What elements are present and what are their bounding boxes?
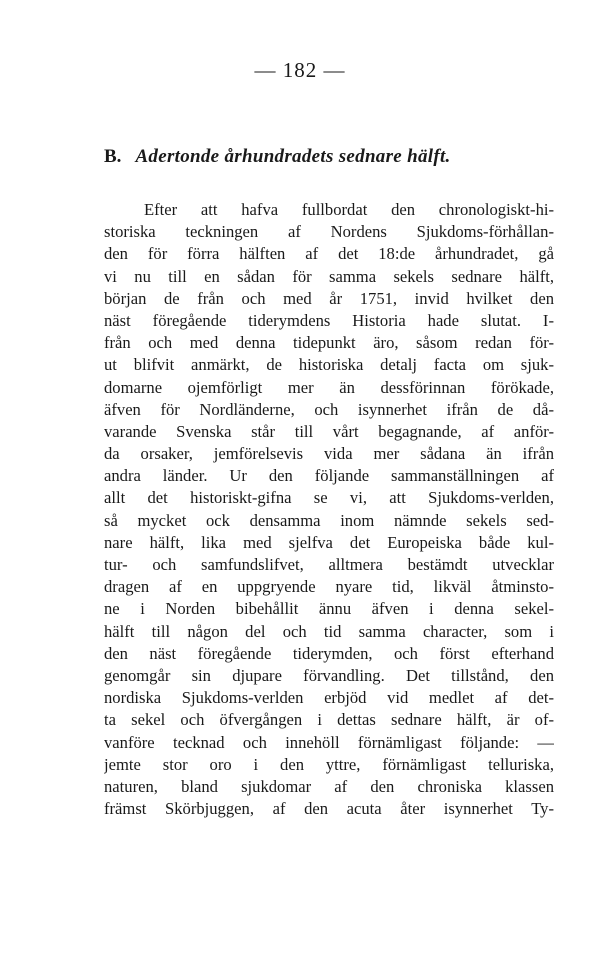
text-line: ne i Norden bibehållit ännu äfven i denna sekel- [104, 599, 554, 619]
text-line: andra länder. Ur den följande sammanställningen af [104, 466, 554, 486]
body-paragraph [104, 199, 554, 820]
text-line: vanföre tecknad och innehöll förnämligast följande: — [104, 732, 554, 752]
section-title: Adertonde århundradets sednare hälft. [135, 146, 451, 167]
text-line: från och med denna tidepunkt äro, såsom redan för- [104, 333, 554, 353]
section-heading [104, 146, 564, 168]
text-line: nordiska Sjukdoms-verlden erbjöd vid medlet af det- [104, 688, 554, 708]
text-line: äfven för Nordländerne, och isynnerhet ifrån de då- [104, 399, 554, 419]
text-line: den näst föregående tiderymden, och först efterhand [104, 643, 554, 663]
text-line: dragen af en uppgryende nyare tid, likväl åtminsto- [104, 577, 554, 597]
text-line: jemte stor oro i den yttre, förnämligast telluriska, [104, 754, 554, 774]
text-line: vi nu till en sådan för samma sekels sednare hälft, [104, 266, 554, 286]
text-line: ta sekel och öfvergången i dettas sednare hälft, är of- [104, 710, 554, 730]
text-line: näst föregående tiderymdens Historia hade slutat. I- [104, 310, 554, 330]
section-label: B. [104, 146, 122, 167]
text-line: tur- och samfundslifvet, alltmera bestämdt utvecklar [104, 555, 554, 574]
text-line: varande Svenska står till vårt begagnande, af anför- [104, 421, 554, 441]
text-line: naturen, bland sjukdomar af den chroniska klassen [104, 776, 554, 796]
text-line: främst Skörbjuggen, af den acuta åter isynnerhet Ty- [104, 799, 554, 819]
text-line: hälft till någon del och tid samma character, som i [104, 621, 554, 641]
text-line: så mycket ock densamma inom nämnde sekels sed- [104, 510, 554, 530]
text-line: den för förra hälften af det 18:de århundradet, gå [104, 244, 554, 264]
text-line: genomgår sin djupare förvandling. Det tillstånd, den [104, 665, 554, 685]
text-line: da orsaker, jemförelsevis vida mer sådana än ifrån [104, 444, 554, 464]
text-line: domarne ojemförligt mer än dessförinnan förökade, [104, 377, 554, 397]
page-number: — 182 — [254, 58, 346, 82]
text-line: Efter att hafva fullbordat den chronologiskt-hi- [144, 200, 554, 219]
text-line: storiska teckningen af Nordens Sjukdoms-förhållan- [104, 222, 554, 242]
text-line: nare hälft, lika med sjelfva det Europeiska både kul- [104, 532, 554, 552]
text-line: allt det historiskt-gifna se vi, att Sjukdoms-verlden, [104, 488, 554, 508]
text-line: början de från och med år 1751, invid hvilket den [104, 288, 554, 308]
text-line: ut blifvit anmärkt, de historiska detalj facta om sjuk- [104, 355, 554, 375]
